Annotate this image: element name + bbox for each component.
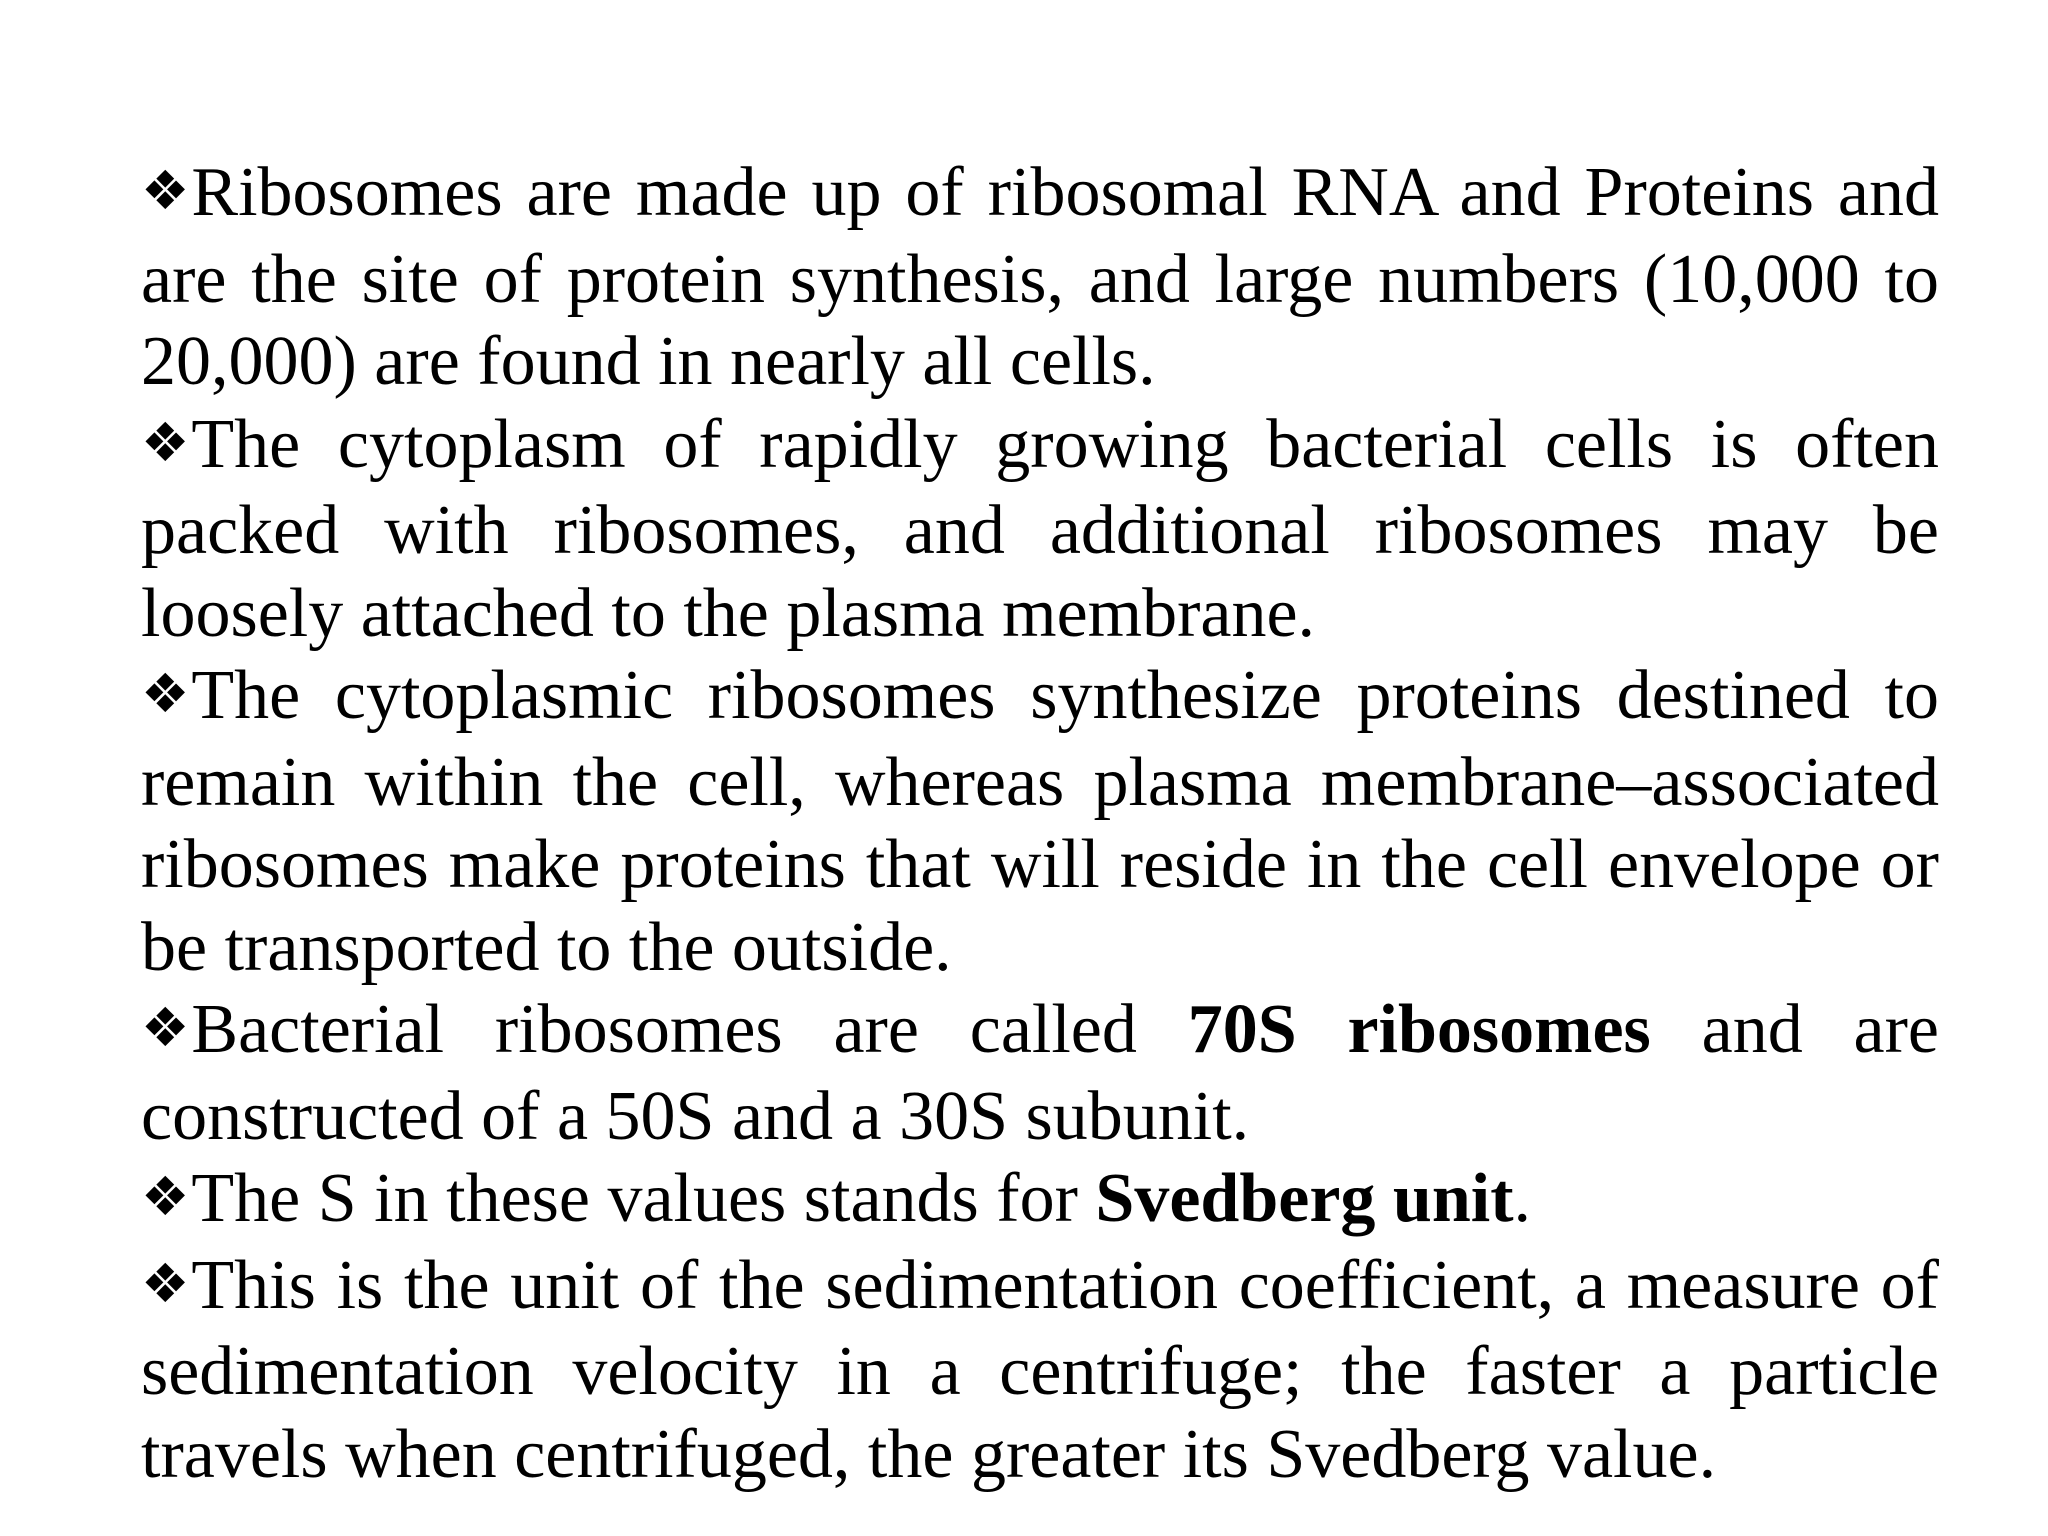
bullet-text: The cytoplasmic ribosomes synthesize proteins destined to remain within the cell, whereas plasma membrane–associated ribosomes make proteins that will reside in the cell envelope or be transported to the outside. bbox=[141, 657, 1939, 986]
diamond-bullet-icon: ❖ bbox=[141, 662, 190, 725]
bullet-text: This is the unit of the sedimentation coefficient, a measure of sedimentation velocity in a centrifuge; the faster a particle travels when centrifuged, the greater its Svedberg value. bbox=[141, 1246, 1939, 1493]
bullet-cytoplasm-ribosomes bbox=[141, 404, 1939, 656]
diamond-bullet-icon: ❖ bbox=[141, 410, 190, 474]
bullet-text-bold: 70S ribosomes bbox=[1187, 991, 1651, 1068]
bullet-sedimentation-coefficient bbox=[141, 1245, 1939, 1497]
bullet-text: The cytoplasm of rapidly growing bacterial cells is often packed with ribosomes, and additional ribosomes may be loosely attached to the plasma membrane. bbox=[141, 405, 1939, 652]
diamond-bullet-icon: ❖ bbox=[141, 1251, 190, 1315]
bullet-svedberg-unit bbox=[141, 1158, 1939, 1245]
bullet-text-post: and are constructed of a 50S and a 30S subunit. bbox=[141, 991, 1940, 1155]
bullet-text-pre: Bacterial ribosomes are called bbox=[191, 991, 1188, 1068]
bullet-list bbox=[141, 152, 1939, 1496]
diamond-bullet-icon: ❖ bbox=[141, 159, 190, 222]
bullet-text-pre: The S in these values stands for bbox=[191, 1160, 1096, 1237]
bullet-ribosomes-composition bbox=[141, 152, 1939, 404]
diamond-bullet-icon: ❖ bbox=[141, 1165, 190, 1228]
bullet-text-post: . bbox=[1513, 1160, 1532, 1237]
diamond-bullet-icon: ❖ bbox=[141, 996, 190, 1059]
bullet-70s-ribosomes bbox=[141, 989, 1939, 1158]
bullet-text-bold: Svedberg unit bbox=[1095, 1160, 1514, 1237]
bullet-text: Ribosomes are made up of ribosomal RNA and Proteins and are the site of protein synthesis, and large numbers (10,000 to 20,000) are found in nearly all cells. bbox=[141, 154, 1939, 400]
bullet-protein-destinations bbox=[141, 655, 1939, 989]
